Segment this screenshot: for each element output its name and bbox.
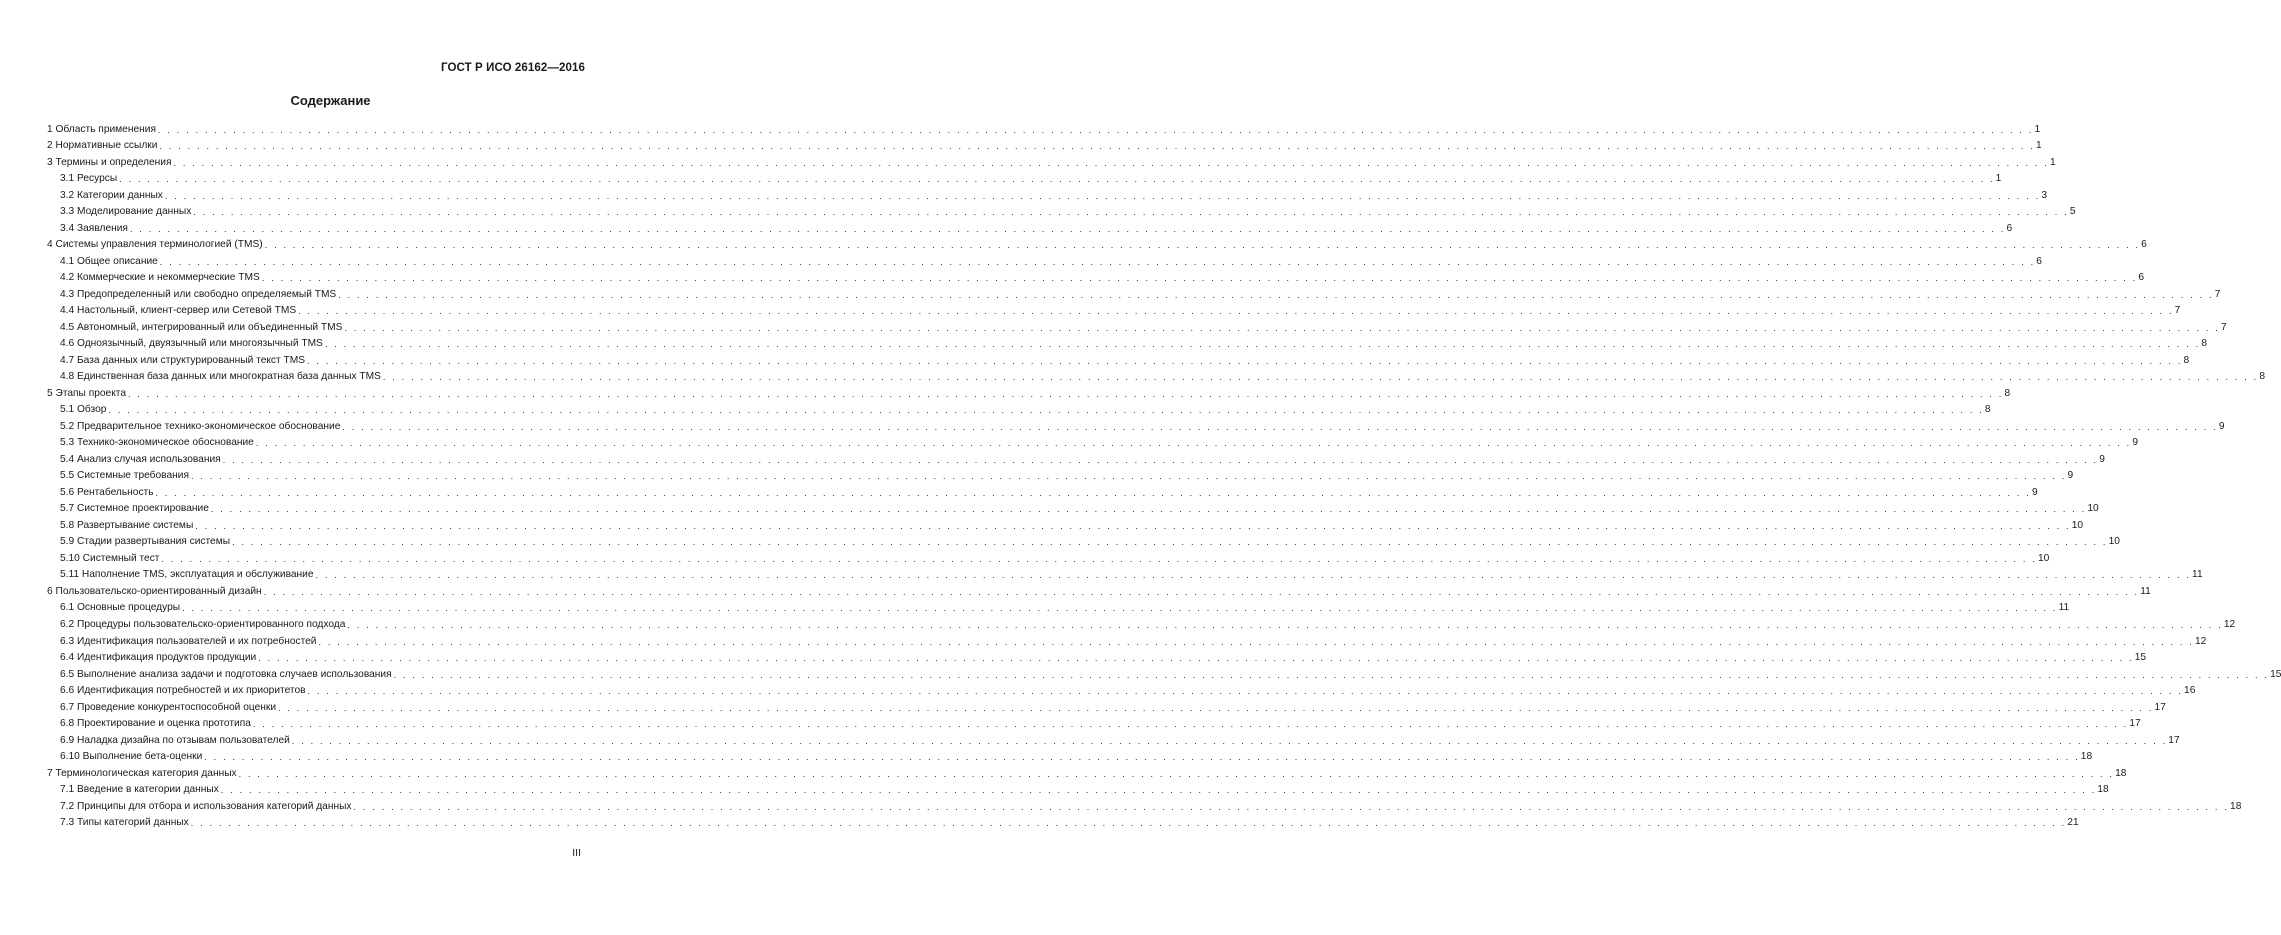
toc-entry-label: 5.7 Системное проектирование <box>60 503 209 515</box>
toc-entry-label: 4.7 База данных или структурированный текст TMS <box>60 354 306 366</box>
toc-entry-label: 4.2 Коммерческие и некоммерческие TMS <box>60 272 260 284</box>
toc-entry-page: 5 <box>2069 206 2076 218</box>
toc-entry-page: 18 <box>2080 751 2093 763</box>
toc-entry[interactable] <box>47 714 2141 731</box>
toc-leader-dots: . . . . . . . . . . . . . . . . . . . . . . . . . . . . . . . . . . . . . . . . . . . . . . . . . . . . . . . . . . . . . . . . . . . . . . . . . . . . . . . . . . . . . . . . . . . . . . . . . . . . . . . . . . . . . . . . . . . . . . . . . . . . . . . . . . . . . . . . . . . . . . . . . . . . . . . . . . . . . . . . . . . . . . . . . . . . . . . . . . . . . . . . . . . . . . . . . . . . . . . . <box>353 801 2230 812</box>
toc-entry[interactable] <box>47 796 2242 813</box>
toc-entry-label: 5.11 Наполнение TMS, эксплуатация и обслуживание <box>60 569 314 581</box>
toc-entry-page: 21 <box>2067 817 2079 829</box>
toc-entry-label: 5.1 Обзор <box>60 404 107 416</box>
toc-entry[interactable] <box>47 466 2074 483</box>
toc-leader-dots: . . . . . . . . . . . . . . . . . . . . . . . . . . . . . . . . . . . . . . . . . . . . . . . . . . . . . . . . . . . . . . . . . . . . . . . . . . . . . . . . . . . . . . . . . . . . . . . . . . . . . . . . . . . . . . . . . . . . . . . . . . . . . . . . . . . . . . . . . . . . . . . . . . . . . . . . . . . . . . . . . . . . . . . . . . . . . . . . . . . . . . . . . . . . . . . . . . . . . . . . <box>128 388 2004 399</box>
toc-entry[interactable] <box>47 185 2048 202</box>
toc-entry-label: 3.1 Ресурсы <box>60 173 118 185</box>
toc-leader-dots: . . . . . . . . . . . . . . . . . . . . . . . . . . . . . . . . . . . . . . . . . . . . . . . . . . . . . . . . . . . . . . . . . . . . . . . . . . . . . . . . . . . . . . . . . . . . . . . . . . . . . . . . . . . . . . . . . . . . . . . . . . . . . . . . . . . . . . . . . . . . . . . . . . . . . . . . . . . . . . . . . . . . . . . . . . . . . . . . . . . . . . . . . . . . . . . . . . . . . . . . <box>324 339 2201 350</box>
toc-entry-page: 18 <box>2097 784 2109 796</box>
toc-entry[interactable] <box>47 433 2139 450</box>
toc-entry-page: 7 <box>2220 321 2227 333</box>
toc-entry[interactable] <box>47 813 2079 830</box>
toc-entry-label: 7.1 Введение в категории данных <box>60 784 219 796</box>
toc-entry[interactable] <box>47 730 2180 747</box>
toc-entry-page: 10 <box>2037 552 2050 564</box>
toc-entry-page: 1 <box>2035 140 2042 152</box>
toc-leader-dots: . . . . . . . . . . . . . . . . . . . . . . . . . . . . . . . . . . . . . . . . . . . . . . . . . . . . . . . . . . . . . . . . . . . . . . . . . . . . . . . . . . . . . . . . . . . . . . . . . . . . . . . . . . . . . . . . . . . . . . . . . . . . . . . . . . . . . . . . . . . . . . . . . . . . . . . . . . . . . . . . . . . . . . . . . . . . . . . . . . . . . . . . . . . . . . . . . . . . . . . . <box>195 520 2071 531</box>
toc-leader-dots: . . . . . . . . . . . . . . . . . . . . . . . . . . . . . . . . . . . . . . . . . . . . . . . . . . . . . . . . . . . . . . . . . . . . . . . . . . . . . . . . . . . . . . . . . . . . . . . . . . . . . . . . . . . . . . . . . . . . . . . . . . . . . . . . . . . . . . . . . . . . . . . . . . . . . . . . . . . . . . . . . . . . . . . . . . . . . . . . . . . . . . . . . . . . . . . . . . . . . . . . <box>338 289 2214 300</box>
toc-entry-label: 5.6 Рентабельность <box>60 486 154 498</box>
toc-entry[interactable] <box>47 648 2147 665</box>
toc-leader-dots: . . . . . . . . . . . . . . . . . . . . . . . . . . . . . . . . . . . . . . . . . . . . . . . . . . . . . . . . . . . . . . . . . . . . . . . . . . . . . . . . . . . . . . . . . . . . . . . . . . . . . . . . . . . . . . . . . . . . . . . . . . . . . . . . . . . . . . . . . . . . . . . . . . . . . . . . . . . . . . . . . . . . . . . . . . . . . . . . . . . . . . . . . . . . . . . . . . . . . . . . <box>261 273 2138 284</box>
toc-entry-label: 7.2 Принципы для отбора и использования категорий данных <box>60 800 352 812</box>
toc-leader-dots: . . . . . . . . . . . . . . . . . . . . . . . . . . . . . . . . . . . . . . . . . . . . . . . . . . . . . . . . . . . . . . . . . . . . . . . . . . . . . . . . . . . . . . . . . . . . . . . . . . . . . . . . . . . . . . . . . . . . . . . . . . . . . . . . . . . . . . . . . . . . . . . . . . . . . . . . . . . . . . . . . . . . . . . . . . . . . . . . . . . . . . . . . . . . . . . . . . . . . . . . <box>161 553 2037 564</box>
toc-leader-dots: . . . . . . . . . . . . . . . . . . . . . . . . . . . . . . . . . . . . . . . . . . . . . . . . . . . . . . . . . . . . . . . . . . . . . . . . . . . . . . . . . . . . . . . . . . . . . . . . . . . . . . . . . . . . . . . . . . . . . . . . . . . . . . . . . . . . . . . . . . . . . . . . . . . . . . . . . . . . . . . . . . . . . . . . . . . . . . . . . . . . . . . . . . . . . . . . . . . . . . . . <box>193 207 2069 218</box>
toc-entry[interactable] <box>47 350 2190 367</box>
toc-entry-label: 6.10 Выполнение бета-оценки <box>60 751 203 763</box>
toc-leader-dots: . . . . . . . . . . . . . . . . . . . . . . . . . . . . . . . . . . . . . . . . . . . . . . . . . . . . . . . . . . . . . . . . . . . . . . . . . . . . . . . . . . . . . . . . . . . . . . . . . . . . . . . . . . . . . . . . . . . . . . . . . . . . . . . . . . . . . . . . . . . . . . . . . . . . . . . . . . . . . . . . . . . . . . . . . . . . . . . . . . . . . . . . . . . . . . . . . . . . . . . . <box>159 141 2035 152</box>
toc-entry-label: 6.3 Идентификация пользователей и их потребностей <box>60 635 317 647</box>
toc-leader-dots: . . . . . . . . . . . . . . . . . . . . . . . . . . . . . . . . . . . . . . . . . . . . . . . . . . . . . . . . . . . . . . . . . . . . . . . . . . . . . . . . . . . . . . . . . . . . . . . . . . . . . . . . . . . . . . . . . . . . . . . . . . . . . . . . . . . . . . . . . . . . . . . . . . . . . . . . . . . . . . . . . . . . . . . . . . . . . . . . . . . . . . . . . . . . . . . . . . . . . . . . <box>182 603 2058 614</box>
toc-leader-dots: . . . . . . . . . . . . . . . . . . . . . . . . . . . . . . . . . . . . . . . . . . . . . . . . . . . . . . . . . . . . . . . . . . . . . . . . . . . . . . . . . . . . . . . . . . . . . . . . . . . . . . . . . . . . . . . . . . . . . . . . . . . . . . . . . . . . . . . . . . . . . . . . . . . . . . . . . . . . . . . . . . . . . . . . . . . . . . . . . . . . . . . . . . . . . . . . . . . . . . . . <box>164 190 2041 201</box>
toc-entry-page: 6 <box>2036 255 2042 267</box>
toc-entry-label: 4.5 Автономный, интегрированный или объединенный TMS <box>60 321 343 333</box>
toc-entry-label: 4.6 Одноязычный, двуязычный или многоязычный TMS <box>60 338 323 350</box>
toc-entry[interactable] <box>47 317 2227 334</box>
toc-entry[interactable] <box>47 565 2203 582</box>
toc-entry-label: 5.3 Технико-экономическое обоснование <box>60 437 254 449</box>
toc-entry-page: 9 <box>2032 486 2038 498</box>
toc-entry-label: 4.3 Предопределенный или свободно определяемый TMS <box>60 288 337 300</box>
toc-leader-dots: . . . . . . . . . . . . . . . . . . . . . . . . . . . . . . . . . . . . . . . . . . . . . . . . . . . . . . . . . . . . . . . . . . . . . . . . . . . . . . . . . . . . . . . . . . . . . . . . . . . . . . . . . . . . . . . . . . . . . . . . . . . . . . . . . . . . . . . . . . . . . . . . . . . . . . . . . . . . . . . . . . . . . . . . . . . . . . . . . . . . . . . . . . . . . . . . . . . . . . . . <box>252 719 2129 730</box>
toc-leader-dots: . . . . . . . . . . . . . . . . . . . . . . . . . . . . . . . . . . . . . . . . . . . . . . . . . . . . . . . . . . . . . . . . . . . . . . . . . . . . . . . . . . . . . . . . . . . . . . . . . . . . . . . . . . . . . . . . . . . . . . . . . . . . . . . . . . . . . . . . . . . . . . . . . . . . . . . . . . . . . . . . . . . . . . . . . . . . . . . . . . . . . . . . . . . . . . . . . . . . . . . . <box>298 306 2174 317</box>
toc-entry-label: 5.4 Анализ случая использования <box>60 453 221 465</box>
toc-title: Содержание <box>290 93 371 108</box>
toc-entry-label: 5.10 Системный тест <box>60 552 160 564</box>
toc-entry-label: 4.1 Общее описание <box>60 255 158 267</box>
toc-leader-dots: . . . . . . . . . . . . . . . . . . . . . . . . . . . . . . . . . . . . . . . . . . . . . . . . . . . . . . . . . . . . . . . . . . . . . . . . . . . . . . . . . . . . . . . . . . . . . . . . . . . . . . . . . . . . . . . . . . . . . . . . . . . . . . . . . . . . . . . . . . . . . . . . . . . . . . . . . . . . . . . . . . . . . . . . . . . . . . . . . . . . . . . . . . . . . . . . . . . . . . . . <box>155 487 2032 498</box>
toc-entry[interactable] <box>47 598 2070 615</box>
toc-leader-dots: . . . . . . . . . . . . . . . . . . . . . . . . . . . . . . . . . . . . . . . . . . . . . . . . . . . . . . . . . . . . . . . . . . . . . . . . . . . . . . . . . . . . . . . . . . . . . . . . . . . . . . . . . . . . . . . . . . . . . . . . . . . . . . . . . . . . . . . . . . . . . . . . . . . . . . . . . . . . . . . . . . . . . . . . . . . . . . . . . . . . . . . . . . . . . . . . . . . . . . . . <box>318 636 2194 647</box>
toc-entry-label: 4.8 Единственная база данных или многократная база данных TMS <box>60 371 381 383</box>
toc-entry[interactable] <box>47 697 2166 714</box>
toc-leader-dots: . . . . . . . . . . . . . . . . . . . . . . . . . . . . . . . . . . . . . . . . . . . . . . . . . . . . . . . . . . . . . . . . . . . . . . . . . . . . . . . . . . . . . . . . . . . . . . . . . . . . . . . . . . . . . . . . . . . . . . . . . . . . . . . . . . . . . . . . . . . . . . . . . . . . . . . . . . . . . . . . . . . . . . . . . . . . . . . . . . . . . . . . . . . . . . . . . . . . . . . . <box>315 570 2192 581</box>
toc-entry-label: 4.4 Настольный, клиент-сервер или Сетевой TMS <box>60 305 297 317</box>
toc-entry[interactable] <box>47 136 2042 153</box>
toc-entry-page: 11 <box>2192 569 2203 581</box>
toc-leader-dots: . . . . . . . . . . . . . . . . . . . . . . . . . . . . . . . . . . . . . . . . . . . . . . . . . . . . . . . . . . . . . . . . . . . . . . . . . . . . . . . . . . . . . . . . . . . . . . . . . . . . . . . . . . . . . . . . . . . . . . . . . . . . . . . . . . . . . . . . . . . . . . . . . . . . . . . . . . . . . . . . . . . . . . . . . . . . . . . . . . . . . . . . . . . . . . . . . . . . . . . . <box>263 586 2140 597</box>
toc-entry-page: 1 <box>2034 123 2041 135</box>
toc-entry-page: 10 <box>2108 536 2120 548</box>
toc-entry[interactable] <box>47 268 2144 285</box>
toc-entry[interactable] <box>47 664 2281 681</box>
toc-entry-page: 3 <box>2041 189 2048 201</box>
toc-entry[interactable] <box>47 169 2002 186</box>
toc-leader-dots: . . . . . . . . . . . . . . . . . . . . . . . . . . . . . . . . . . . . . . . . . . . . . . . . . . . . . . . . . . . . . . . . . . . . . . . . . . . . . . . . . . . . . . . . . . . . . . . . . . . . . . . . . . . . . . . . . . . . . . . . . . . . . . . . . . . . . . . . . . . . . . . . . . . . . . . . . . . . . . . . . . . . . . . . . . . . . . . . . . . . . . . . . . . . . . . . . . . . . . . . <box>393 669 2270 680</box>
toc-entry[interactable] <box>47 631 2207 648</box>
toc-leader-dots: . . . . . . . . . . . . . . . . . . . . . . . . . . . . . . . . . . . . . . . . . . . . . . . . . . . . . . . . . . . . . . . . . . . . . . . . . . . . . . . . . . . . . . . . . . . . . . . . . . . . . . . . . . . . . . . . . . . . . . . . . . . . . . . . . . . . . . . . . . . . . . . . . . . . . . . . . . . . . . . . . . . . . . . . . . . . . . . . . . . . . . . . . . . . . . . . . . . . . . . . <box>129 223 2006 234</box>
toc-entry[interactable] <box>47 301 2181 318</box>
toc-entry[interactable] <box>47 449 2105 466</box>
toc-entry-label: 5.9 Стадии развертывания системы <box>60 536 231 548</box>
toc-leader-dots: . . . . . . . . . . . . . . . . . . . . . . . . . . . . . . . . . . . . . . . . . . . . . . . . . . . . . . . . . . . . . . . . . . . . . . . . . . . . . . . . . . . . . . . . . . . . . . . . . . . . . . . . . . . . . . . . . . . . . . . . . . . . . . . . . . . . . . . . . . . . . . . . . . . . . . . . . . . . . . . . . . . . . . . . . . . . . . . . . . . . . . . . . . . . . . . . . . . . . . . . <box>382 372 2259 383</box>
toc-entry-label: 2 Нормативные ссылки <box>47 140 158 152</box>
toc-entry-label: 4 Системы управления терминологией (TMS) <box>47 239 263 251</box>
toc-leader-dots: . . . . . . . . . . . . . . . . . . . . . . . . . . . . . . . . . . . . . . . . . . . . . . . . . . . . . . . . . . . . . . . . . . . . . . . . . . . . . . . . . . . . . . . . . . . . . . . . . . . . . . . . . . . . . . . . . . . . . . . . . . . . . . . . . . . . . . . . . . . . . . . . . . . . . . . . . . . . . . . . . . . . . . . . . . . . . . . . . . . . . . . . . . . . . . . . . . . . . . . . <box>220 785 2097 796</box>
toc-entry[interactable] <box>47 235 2147 252</box>
toc-entry[interactable] <box>47 532 2120 549</box>
toc-entry-label: 5.5 Системные требования <box>60 470 189 482</box>
toc-leader-dots: . . . . . . . . . . . . . . . . . . . . . . . . . . . . . . . . . . . . . . . . . . . . . . . . . . . . . . . . . . . . . . . . . . . . . . . . . . . . . . . . . . . . . . . . . . . . . . . . . . . . . . . . . . . . . . . . . . . . . . . . . . . . . . . . . . . . . . . . . . . . . . . . . . . . . . . . . . . . . . . . . . . . . . . . . . . . . . . . . . . . . . . . . . . . . . . . . . . . . . . . <box>159 256 2036 267</box>
toc-leader-dots: . . . . . . . . . . . . . . . . . . . . . . . . . . . . . . . . . . . . . . . . . . . . . . . . . . . . . . . . . . . . . . . . . . . . . . . . . . . . . . . . . . . . . . . . . . . . . . . . . . . . . . . . . . . . . . . . . . . . . . . . . . . . . . . . . . . . . . . . . . . . . . . . . . . . . . . . . . . . . . . . . . . . . . . . . . . . . . . . . . . . . . . . . . . . . . . . . . . . . . . . <box>255 438 2132 449</box>
toc-entry-page: 17 <box>2168 734 2180 746</box>
toc-entry[interactable] <box>47 202 2076 219</box>
toc-entry-page: 12 <box>2223 618 2236 630</box>
toc-entry[interactable] <box>47 334 2208 351</box>
toc-entry[interactable] <box>47 416 2225 433</box>
toc-leader-dots: . . . . . . . . . . . . . . . . . . . . . . . . . . . . . . . . . . . . . . . . . . . . . . . . . . . . . . . . . . . . . . . . . . . . . . . . . . . . . . . . . . . . . . . . . . . . . . . . . . . . . . . . . . . . . . . . . . . . . . . . . . . . . . . . . . . . . . . . . . . . . . . . . . . . . . . . . . . . . . . . . . . . . . . . . . . . . . . . . . . . . . . . . . . . . . . . . . . . . . . . <box>210 504 2087 515</box>
toc-leader-dots: . . . . . . . . . . . . . . . . . . . . . . . . . . . . . . . . . . . . . . . . . . . . . . . . . . . . . . . . . . . . . . . . . . . . . . . . . . . . . . . . . . . . . . . . . . . . . . . . . . . . . . . . . . . . . . . . . . . . . . . . . . . . . . . . . . . . . . . . . . . . . . . . . . . . . . . . . . . . . . . . . . . . . . . . . . . . . . . . . . . . . . . . . . . . . . . . . . . . . . . . <box>307 355 2183 366</box>
toc-entry[interactable] <box>47 482 2038 499</box>
toc-leader-dots: . . . . . . . . . . . . . . . . . . . . . . . . . . . . . . . . . . . . . . . . . . . . . . . . . . . . . . . . . . . . . . . . . . . . . . . . . . . . . . . . . . . . . . . . . . . . . . . . . . . . . . . . . . . . . . . . . . . . . . . . . . . . . . . . . . . . . . . . . . . . . . . . . . . . . . . . . . . . . . . . . . . . . . . . . . . . . . . . . . . . . . . . . . . . . . . . . . . . . . . . <box>347 619 2223 630</box>
toc-entry[interactable] <box>47 581 2151 598</box>
toc-entry-page: 15 <box>2270 668 2281 680</box>
toc-entry-page: 9 <box>2132 437 2139 449</box>
toc-leader-dots: . . . . . . . . . . . . . . . . . . . . . . . . . . . . . . . . . . . . . . . . . . . . . . . . . . . . . . . . . . . . . . . . . . . . . . . . . . . . . . . . . . . . . . . . . . . . . . . . . . . . . . . . . . . . . . . . . . . . . . . . . . . . . . . . . . . . . . . . . . . . . . . . . . . . . . . . . . . . . . . . . . . . . . . . . . . . . . . . . . . . . . . . . . . . . . . . . . . . . . . . <box>173 157 2049 168</box>
toc-entry-page: 17 <box>2129 718 2141 730</box>
toc-entry-label: 6.2 Процедуры пользовательско-ориентированного подхода <box>60 618 346 630</box>
toc-entry-page: 8 <box>2183 354 2190 366</box>
toc-entry-label: 1 Область применения <box>47 123 156 135</box>
toc-entry[interactable] <box>47 681 2196 698</box>
toc-entry[interactable] <box>47 152 2056 169</box>
table-of-contents <box>47 119 2281 829</box>
toc-entry[interactable] <box>47 400 1991 417</box>
toc-entry-label: 6.5 Выполнение анализа задачи и подготовка случаев использования <box>60 668 392 680</box>
toc-entry-page: 11 <box>2058 602 2070 614</box>
toc-leader-dots: . . . . . . . . . . . . . . . . . . . . . . . . . . . . . . . . . . . . . . . . . . . . . . . . . . . . . . . . . . . . . . . . . . . . . . . . . . . . . . . . . . . . . . . . . . . . . . . . . . . . . . . . . . . . . . . . . . . . . . . . . . . . . . . . . . . . . . . . . . . . . . . . . . . . . . . . . . . . . . . . . . . . . . . . . . . . . . . . . . . . . . . . . . . . . . . . . . . . . . . . <box>238 768 2115 779</box>
toc-entry[interactable] <box>47 251 2042 268</box>
toc-entry[interactable] <box>47 284 2221 301</box>
toc-entry-page: 9 <box>2067 470 2074 482</box>
toc-entry-page: 8 <box>1984 404 1991 416</box>
toc-entry[interactable] <box>47 548 2050 565</box>
toc-leader-dots: . . . . . . . . . . . . . . . . . . . . . . . . . . . . . . . . . . . . . . . . . . . . . . . . . . . . . . . . . . . . . . . . . . . . . . . . . . . . . . . . . . . . . . . . . . . . . . . . . . . . . . . . . . . . . . . . . . . . . . . . . . . . . . . . . . . . . . . . . . . . . . . . . . . . . . . . . . . . . . . . . . . . . . . . . . . . . . . . . . . . . . . . . . . . . . . . . . . . . . . . <box>157 124 2034 135</box>
toc-leader-dots: . . . . . . . . . . . . . . . . . . . . . . . . . . . . . . . . . . . . . . . . . . . . . . . . . . . . . . . . . . . . . . . . . . . . . . . . . . . . . . . . . . . . . . . . . . . . . . . . . . . . . . . . . . . . . . . . . . . . . . . . . . . . . . . . . . . . . . . . . . . . . . . . . . . . . . . . . . . . . . . . . . . . . . . . . . . . . . . . . . . . . . . . . . . . . . . . . . . . . . . . <box>222 454 2099 465</box>
toc-entry-page: 6 <box>2006 222 2013 234</box>
toc-entry-page: 18 <box>2230 800 2242 812</box>
toc-entry-page: 1 <box>1995 173 2002 185</box>
toc-entry-page: 10 <box>2087 503 2099 515</box>
toc-entry-label: 6.1 Основные процедуры <box>60 602 181 614</box>
toc-entry-label: 5 Этапы проекта <box>47 387 127 399</box>
toc-entry-page: 6 <box>2141 239 2147 251</box>
toc-entry-page: 7 <box>2174 305 2181 317</box>
toc-leader-dots: . . . . . . . . . . . . . . . . . . . . . . . . . . . . . . . . . . . . . . . . . . . . . . . . . . . . . . . . . . . . . . . . . . . . . . . . . . . . . . . . . . . . . . . . . . . . . . . . . . . . . . . . . . . . . . . . . . . . . . . . . . . . . . . . . . . . . . . . . . . . . . . . . . . . . . . . . . . . . . . . . . . . . . . . . . . . . . . . . . . . . . . . . . . . . . . . . . . . . . . . <box>232 537 2108 548</box>
toc-entry-label: 7 Терминологическая категория данных <box>47 767 237 779</box>
toc-entry[interactable] <box>47 119 2041 136</box>
toc-entry-page: 12 <box>2195 635 2207 647</box>
toc-leader-dots: . . . . . . . . . . . . . . . . . . . . . . . . . . . . . . . . . . . . . . . . . . . . . . . . . . . . . . . . . . . . . . . . . . . . . . . . . . . . . . . . . . . . . . . . . . . . . . . . . . . . . . . . . . . . . . . . . . . . . . . . . . . . . . . . . . . . . . . . . . . . . . . . . . . . . . . . . . . . . . . . . . . . . . . . . . . . . . . . . . . . . . . . . . . . . . . . . . . . . . . . <box>190 818 2067 829</box>
toc-entry[interactable] <box>47 515 2084 532</box>
toc-entry-page: 7 <box>2214 288 2221 300</box>
toc-leader-dots: . . . . . . . . . . . . . . . . . . . . . . . . . . . . . . . . . . . . . . . . . . . . . . . . . . . . . . . . . . . . . . . . . . . . . . . . . . . . . . . . . . . . . . . . . . . . . . . . . . . . . . . . . . . . . . . . . . . . . . . . . . . . . . . . . . . . . . . . . . . . . . . . . . . . . . . . . . . . . . . . . . . . . . . . . . . . . . . . . . . . . . . . . . . . . . . . . . . . . . . . <box>190 471 2067 482</box>
toc-entry-page: 8 <box>2201 338 2208 350</box>
toc-leader-dots: . . . . . . . . . . . . . . . . . . . . . . . . . . . . . . . . . . . . . . . . . . . . . . . . . . . . . . . . . . . . . . . . . . . . . . . . . . . . . . . . . . . . . . . . . . . . . . . . . . . . . . . . . . . . . . . . . . . . . . . . . . . . . . . . . . . . . . . . . . . . . . . . . . . . . . . . . . . . . . . . . . . . . . . . . . . . . . . . . . . . . . . . . . . . . . . . . . . . . . . . <box>119 174 1995 185</box>
toc-entry-label: 6.7 Проведение конкурентоспособной оценки <box>60 701 277 713</box>
page-number: III <box>572 847 581 859</box>
toc-entry-label: 6 Пользовательско-ориентированный дизайн <box>47 585 262 597</box>
toc-entry-page: 10 <box>2071 519 2084 531</box>
toc-entry-label: 6.4 Идентификация продуктов продукции <box>60 652 257 664</box>
toc-entry-page: 16 <box>2184 685 2196 697</box>
toc-entry-page: 6 <box>2138 272 2144 284</box>
toc-entry[interactable] <box>47 763 2127 780</box>
toc-entry-page: 18 <box>2115 767 2127 779</box>
toc-entry-label: 6.8 Проектирование и оценка прототипа <box>60 718 251 730</box>
toc-entry-page: 9 <box>2099 453 2105 465</box>
toc-entry-page: 17 <box>2154 701 2166 713</box>
toc-leader-dots: . . . . . . . . . . . . . . . . . . . . . . . . . . . . . . . . . . . . . . . . . . . . . . . . . . . . . . . . . . . . . . . . . . . . . . . . . . . . . . . . . . . . . . . . . . . . . . . . . . . . . . . . . . . . . . . . . . . . . . . . . . . . . . . . . . . . . . . . . . . . . . . . . . . . . . . . . . . . . . . . . . . . . . . . . . . . . . . . . . . . . . . . . . . . . . . . . . . . . . . . <box>291 735 2168 746</box>
toc-leader-dots: . . . . . . . . . . . . . . . . . . . . . . . . . . . . . . . . . . . . . . . . . . . . . . . . . . . . . . . . . . . . . . . . . . . . . . . . . . . . . . . . . . . . . . . . . . . . . . . . . . . . . . . . . . . . . . . . . . . . . . . . . . . . . . . . . . . . . . . . . . . . . . . . . . . . . . . . . . . . . . . . . . . . . . . . . . . . . . . . . . . . . . . . . . . . . . . . . . . . . . . . <box>264 240 2141 251</box>
toc-entry-label: 6.9 Наладка дизайна по отзывам пользователей <box>60 734 290 746</box>
toc-leader-dots: . . . . . . . . . . . . . . . . . . . . . . . . . . . . . . . . . . . . . . . . . . . . . . . . . . . . . . . . . . . . . . . . . . . . . . . . . . . . . . . . . . . . . . . . . . . . . . . . . . . . . . . . . . . . . . . . . . . . . . . . . . . . . . . . . . . . . . . . . . . . . . . . . . . . . . . . . . . . . . . . . . . . . . . . . . . . . . . . . . . . . . . . . . . . . . . . . . . . . . . . <box>344 322 2220 333</box>
toc-entry[interactable] <box>47 780 2109 797</box>
toc-entry-label: 7.3 Типы категорий данных <box>60 817 189 829</box>
toc-entry-label: 3 Термины и определения <box>47 156 172 168</box>
toc-entry-label: 6.6 Идентификация потребностей и их приоритетов <box>60 685 306 697</box>
toc-entry-label: 5.2 Предварительное технико-экономическое обоснование <box>60 420 341 432</box>
toc-entry-label: 3.2 Категории данных <box>60 189 163 201</box>
toc-entry[interactable] <box>47 747 2093 764</box>
toc-leader-dots: . . . . . . . . . . . . . . . . . . . . . . . . . . . . . . . . . . . . . . . . . . . . . . . . . . . . . . . . . . . . . . . . . . . . . . . . . . . . . . . . . . . . . . . . . . . . . . . . . . . . . . . . . . . . . . . . . . . . . . . . . . . . . . . . . . . . . . . . . . . . . . . . . . . . . . . . . . . . . . . . . . . . . . . . . . . . . . . . . . . . . . . . . . . . . . . . . . . . . . . . <box>342 421 2218 432</box>
toc-entry-label: 3.4 Заявления <box>60 222 128 234</box>
toc-entry-page: 1 <box>2049 156 2056 168</box>
toc-entry[interactable] <box>47 614 2236 631</box>
toc-entry[interactable] <box>47 499 2099 516</box>
toc-entry-label: 3.3 Моделирование данных <box>60 206 192 218</box>
toc-entry-page: 8 <box>2259 371 2266 383</box>
toc-entry[interactable] <box>47 218 2013 235</box>
toc-entry-page: 11 <box>2140 585 2151 597</box>
toc-leader-dots: . . . . . . . . . . . . . . . . . . . . . . . . . . . . . . . . . . . . . . . . . . . . . . . . . . . . . . . . . . . . . . . . . . . . . . . . . . . . . . . . . . . . . . . . . . . . . . . . . . . . . . . . . . . . . . . . . . . . . . . . . . . . . . . . . . . . . . . . . . . . . . . . . . . . . . . . . . . . . . . . . . . . . . . . . . . . . . . . . . . . . . . . . . . . . . . . . . . . . . . . <box>108 405 1984 416</box>
toc-leader-dots: . . . . . . . . . . . . . . . . . . . . . . . . . . . . . . . . . . . . . . . . . . . . . . . . . . . . . . . . . . . . . . . . . . . . . . . . . . . . . . . . . . . . . . . . . . . . . . . . . . . . . . . . . . . . . . . . . . . . . . . . . . . . . . . . . . . . . . . . . . . . . . . . . . . . . . . . . . . . . . . . . . . . . . . . . . . . . . . . . . . . . . . . . . . . . . . . . . . . . . . . <box>307 686 2184 697</box>
toc-entry[interactable] <box>47 367 2266 384</box>
toc-entry-page: 9 <box>2218 420 2225 432</box>
toc-entry[interactable] <box>47 383 2011 400</box>
document-code: ГОСТ Р ИСО 26162—2016 <box>440 62 585 74</box>
toc-leader-dots: . . . . . . . . . . . . . . . . . . . . . . . . . . . . . . . . . . . . . . . . . . . . . . . . . . . . . . . . . . . . . . . . . . . . . . . . . . . . . . . . . . . . . . . . . . . . . . . . . . . . . . . . . . . . . . . . . . . . . . . . . . . . . . . . . . . . . . . . . . . . . . . . . . . . . . . . . . . . . . . . . . . . . . . . . . . . . . . . . . . . . . . . . . . . . . . . . . . . . . . . <box>204 752 2080 763</box>
toc-entry-label: 5.8 Развертывание системы <box>60 519 194 531</box>
toc-leader-dots: . . . . . . . . . . . . . . . . . . . . . . . . . . . . . . . . . . . . . . . . . . . . . . . . . . . . . . . . . . . . . . . . . . . . . . . . . . . . . . . . . . . . . . . . . . . . . . . . . . . . . . . . . . . . . . . . . . . . . . . . . . . . . . . . . . . . . . . . . . . . . . . . . . . . . . . . . . . . . . . . . . . . . . . . . . . . . . . . . . . . . . . . . . . . . . . . . . . . . . . . <box>258 653 2134 664</box>
toc-entry-page: 15 <box>2134 652 2147 664</box>
toc-entry-page: 8 <box>2004 387 2011 399</box>
toc-leader-dots: . . . . . . . . . . . . . . . . . . . . . . . . . . . . . . . . . . . . . . . . . . . . . . . . . . . . . . . . . . . . . . . . . . . . . . . . . . . . . . . . . . . . . . . . . . . . . . . . . . . . . . . . . . . . . . . . . . . . . . . . . . . . . . . . . . . . . . . . . . . . . . . . . . . . . . . . . . . . . . . . . . . . . . . . . . . . . . . . . . . . . . . . . . . . . . . . . . . . . . . . <box>278 702 2154 713</box>
